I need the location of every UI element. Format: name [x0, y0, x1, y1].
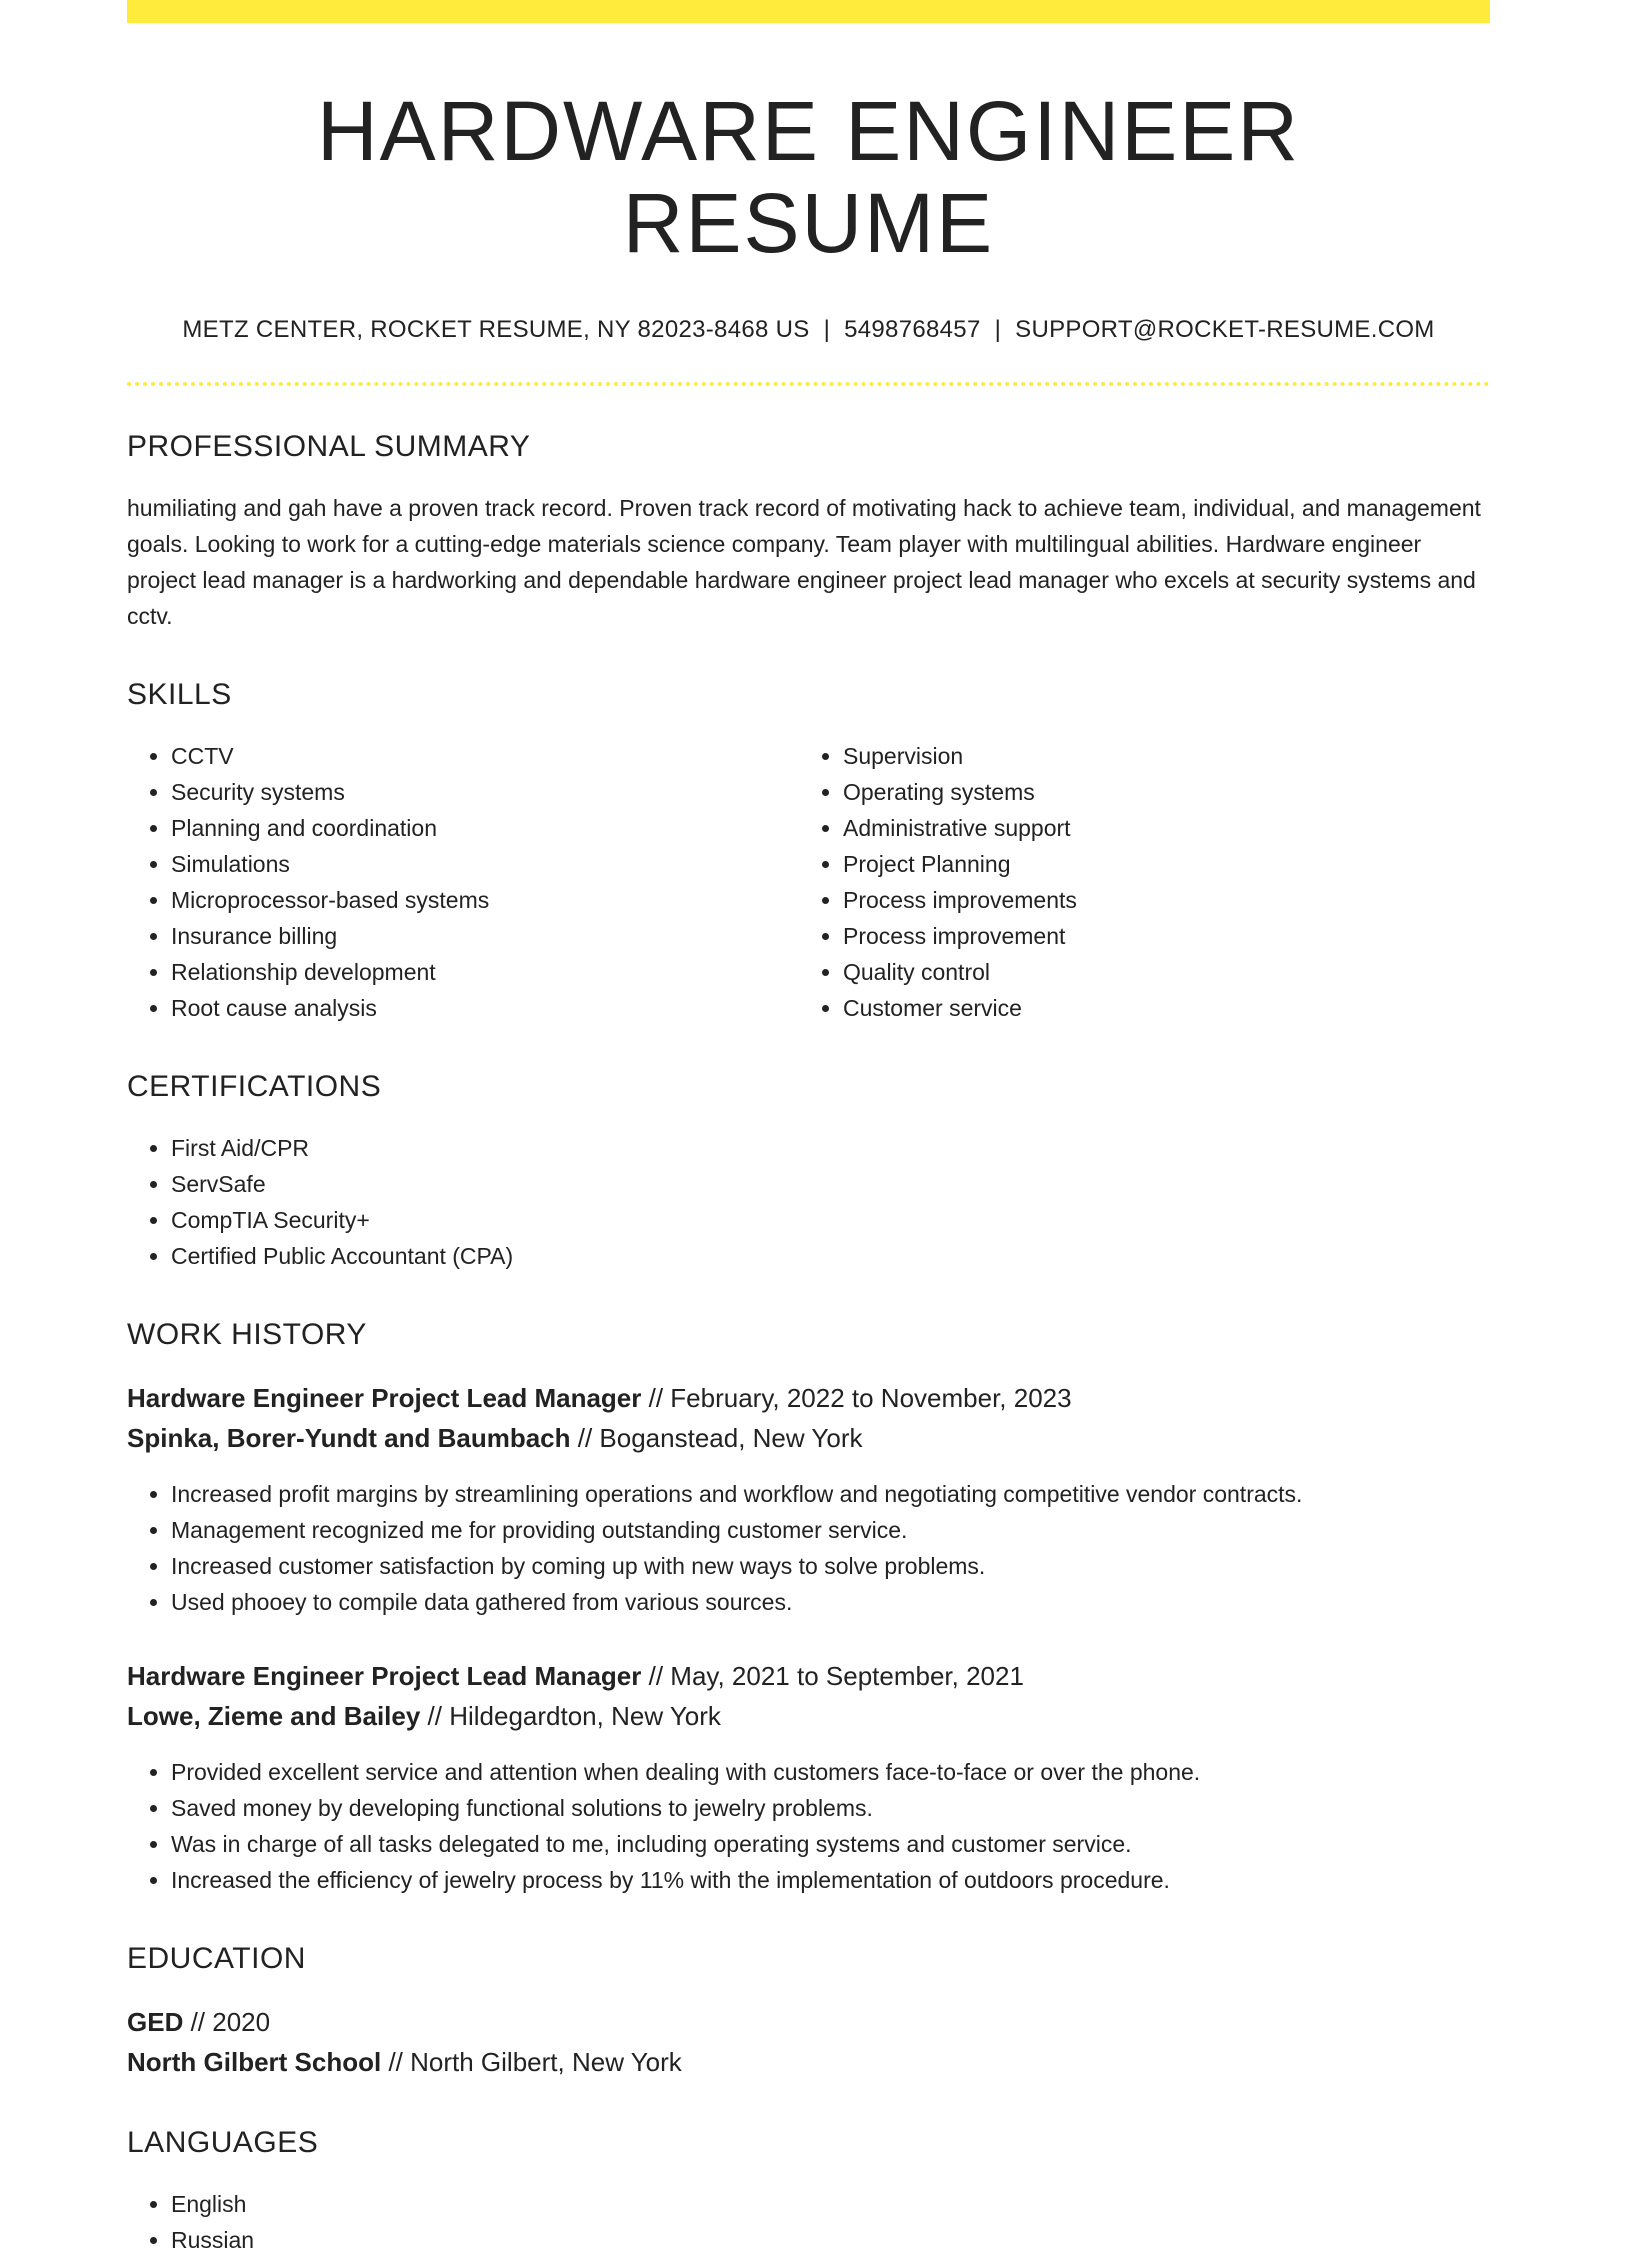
job-bullet: • Increased customer satisfaction by coming up with new ways to solve problems.	[171, 1548, 1490, 1584]
job-entry	[127, 1656, 1490, 1898]
education-school-line	[127, 2042, 1490, 2082]
skill-item: • Supervision	[843, 738, 1471, 774]
job-company: Lowe, Zieme and Bailey	[127, 1700, 421, 1731]
skill-item: • Simulations	[171, 846, 799, 882]
job-title: Hardware Engineer Project Lead Manager	[127, 1382, 642, 1413]
skills-list-left	[127, 738, 799, 1026]
skill-item: • Administrative support	[843, 810, 1471, 846]
summary-heading: PROFESSIONAL SUMMARY	[127, 429, 531, 463]
job-bullet: • Management recognized me for providing outstanding customer service.	[171, 1512, 1490, 1548]
education-location: // North Gilbert, New York	[381, 2046, 682, 2077]
job-company-line	[127, 1418, 1490, 1458]
skills-heading: SKILLS	[127, 677, 232, 711]
certification-item: • ServSafe	[171, 1166, 1490, 1202]
skills-grid	[127, 738, 1490, 1026]
resume-title: HARDWARE ENGINEER RESUME	[317, 84, 1300, 271]
education-year: // 2020	[183, 2006, 271, 2037]
certifications-list	[127, 1130, 1490, 1274]
certification-item: • Certified Public Accountant (CPA)	[171, 1238, 1490, 1274]
job-bullet: • Increased profit margins by streamlining operations and workflow and negotiating competitive vendor contracts.	[171, 1476, 1490, 1512]
job-company: Spinka, Borer-Yundt and Baumbach	[127, 1422, 571, 1453]
job-company-line	[127, 1696, 1490, 1736]
contact-line	[127, 316, 1490, 344]
job-bullet: • Saved money by developing functional solutions to jewelry problems.	[171, 1790, 1490, 1826]
resume-page	[127, 0, 1490, 2258]
education-degree-line	[127, 2002, 1490, 2042]
job-bullets	[127, 1476, 1490, 1620]
languages-heading: LANGUAGES	[127, 2125, 319, 2159]
skill-item: • Quality control	[843, 954, 1471, 990]
skill-item: • Microprocessor-based systems	[171, 882, 799, 918]
job-entry	[127, 1378, 1490, 1620]
skill-item: • Insurance billing	[171, 918, 799, 954]
skill-item: • Process improvements	[843, 882, 1471, 918]
contact-separator: |	[994, 315, 1002, 343]
work-history-heading: WORK HISTORY	[127, 1317, 367, 1351]
job-title: Hardware Engineer Project Lead Manager	[127, 1660, 642, 1691]
language-item: • Russian	[171, 2222, 1490, 2258]
skill-item: • Process improvement	[843, 918, 1471, 954]
certifications-heading: CERTIFICATIONS	[127, 1069, 382, 1103]
dotted-divider	[127, 382, 1490, 386]
job-bullet: • Was in charge of all tasks delegated to me, including operating systems and customer service.	[171, 1826, 1490, 1862]
job-location: // Boganstead, New York	[570, 1422, 863, 1453]
skill-item: • Project Planning	[843, 846, 1471, 882]
job-title-line	[127, 1378, 1490, 1418]
job-title-line	[127, 1656, 1490, 1696]
skill-item: • Security systems	[171, 774, 799, 810]
education-heading: EDUCATION	[127, 1941, 306, 1975]
certification-item: • CompTIA Security+	[171, 1202, 1490, 1238]
accent-bar	[127, 0, 1490, 23]
education-degree: GED	[127, 2006, 184, 2037]
languages-list	[127, 2186, 1490, 2258]
job-bullets	[127, 1754, 1490, 1898]
skill-item: • Root cause analysis	[171, 990, 799, 1026]
job-location: // Hildegardton, New York	[420, 1700, 721, 1731]
job-dates: // February, 2022 to November, 2023	[641, 1382, 1072, 1413]
job-bullet: • Provided excellent service and attention when dealing with customers face-to-face or over the phone.	[171, 1754, 1490, 1790]
summary-text: humiliating and gah have a proven track record. Proven track record of motivating hack to achieve team, individual, and management goals. Looking to work for a cutting-edge materials science company. Team player with multilingual abilities. Hardware engineer project lead manager is a hardworking and dependable hardware engineer project lead manager who excels at security systems and cctv.	[127, 494, 1481, 629]
skill-item: • Planning and coordination	[171, 810, 799, 846]
language-item: • English	[171, 2186, 1490, 2222]
skills-list-right	[799, 738, 1471, 1026]
contact-phone: 5498768457	[844, 315, 981, 343]
skill-item: • Relationship development	[171, 954, 799, 990]
certification-item: • First Aid/CPR	[171, 1130, 1490, 1166]
job-bullet: • Used phooey to compile data gathered from various sources.	[171, 1584, 1490, 1620]
job-dates: // May, 2021 to September, 2021	[641, 1660, 1024, 1691]
skill-item: • Customer service	[843, 990, 1471, 1026]
skill-item: • CCTV	[171, 738, 799, 774]
contact-address: METZ CENTER, ROCKET RESUME, NY 82023-8468 US	[182, 315, 810, 343]
skill-item: • Operating systems	[843, 774, 1471, 810]
education-school: North Gilbert School	[127, 2046, 382, 2077]
contact-email: SUPPORT@ROCKET-RESUME.COM	[1015, 315, 1435, 343]
contact-separator: |	[823, 315, 831, 343]
job-bullet: • Increased the efficiency of jewelry process by 11% with the implementation of outdoors procedure.	[171, 1862, 1490, 1898]
